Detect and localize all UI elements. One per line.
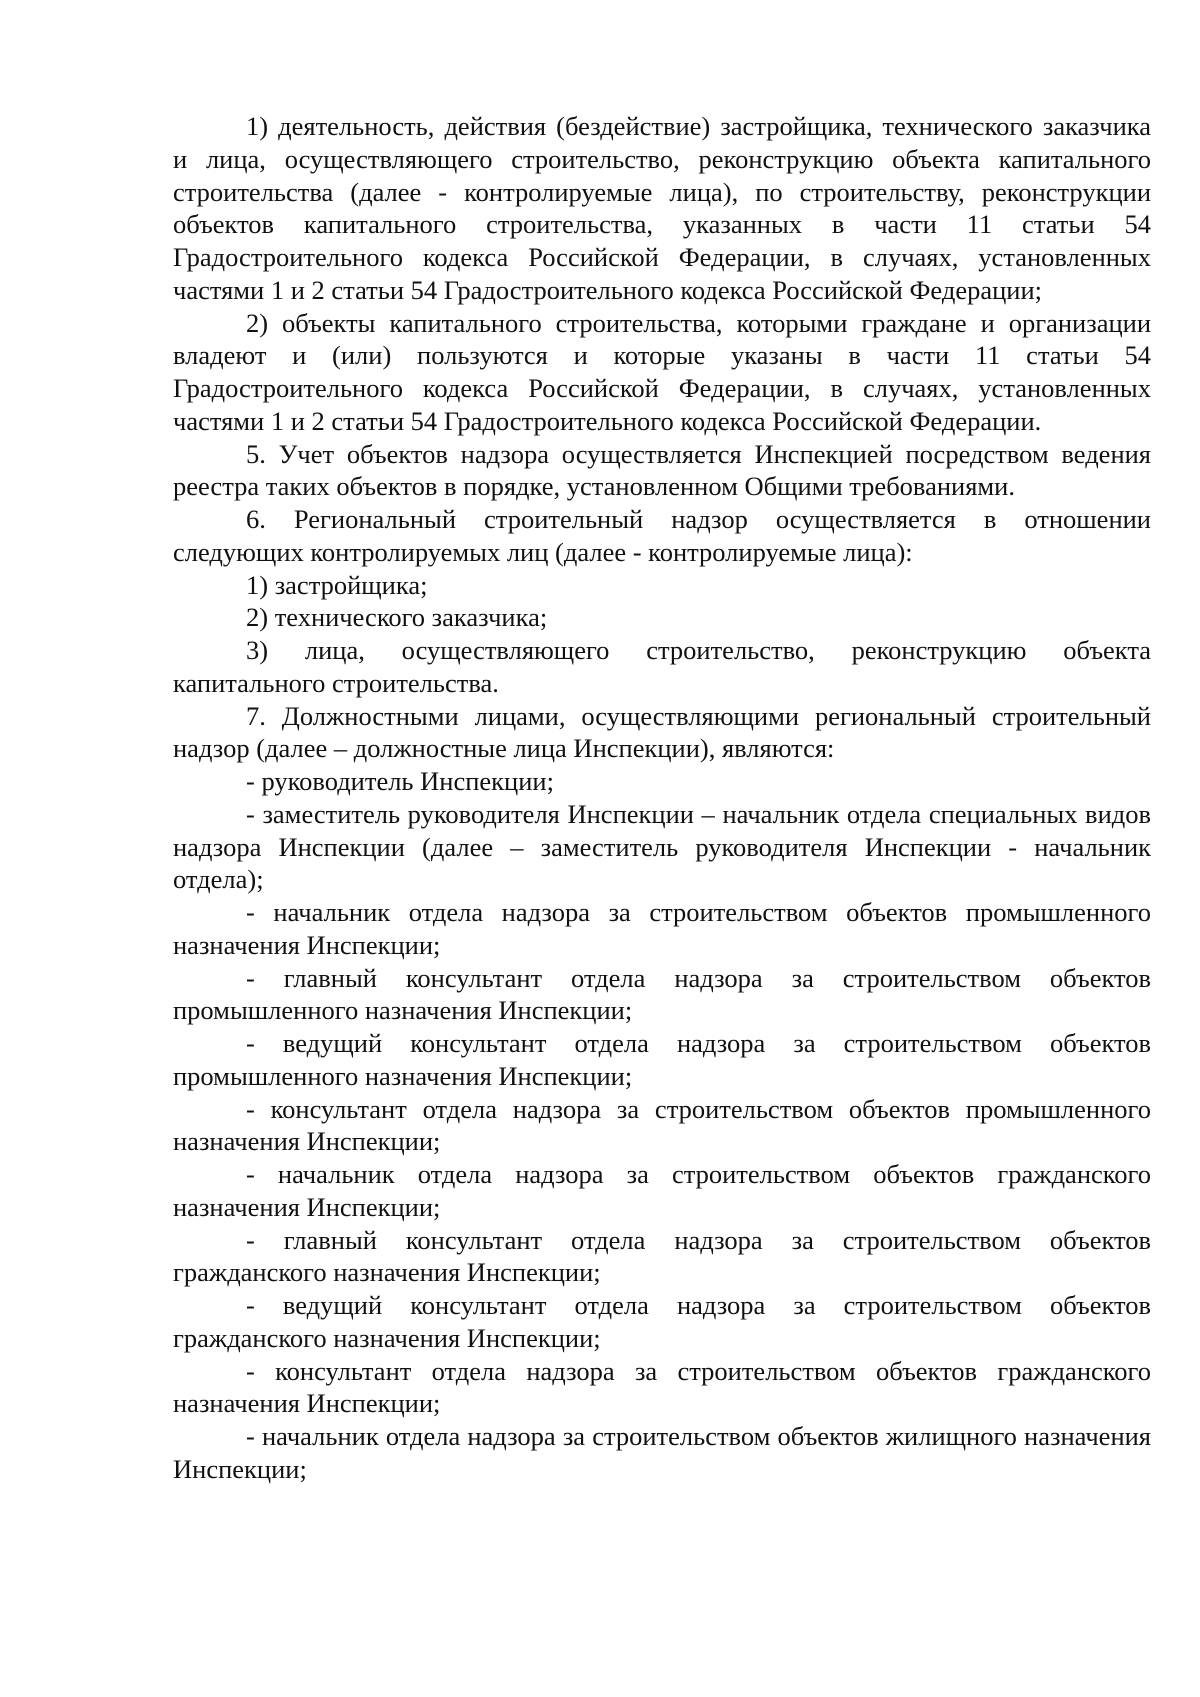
- paragraph-6-item-3-builder: 3) лица, осуществляющего строительство, реконструкцию объекта капитального строительства.: [173, 635, 1151, 698]
- paragraph-5-accounting: 5. Учет объектов надзора осуществляется Инспекцией посредством ведения реестра таких объектов в порядке, установленном Общими требованиями.: [173, 438, 1151, 502]
- paragraph-7-officials: 7. Должностными лицами, осуществляющими региональный строительный надзор (далее – должностные лица Инспекции), являются:: [173, 700, 1151, 764]
- official-list-item: - ведущий консультант отдела надзора за строительством объектов промышленного назначения Инспекции;: [173, 1028, 1151, 1091]
- official-list-item: - заместитель руководителя Инспекции – начальник отдела специальных видов надзора Инспекции (далее – заместитель руководителя Инспекции - начальник отдела);: [173, 798, 1151, 895]
- official-list-item: - начальник отдела надзора за строительством объектов промышленного назначения Инспекции;: [173, 897, 1151, 960]
- official-list-item: - главный консультант отдела надзора за строительством объектов промышленного назначения Инспекции;: [173, 962, 1151, 1026]
- paragraph-item-2-objects: 2) объекты капитального строительства, которыми граждане и организации владеют и (или) пользуются и которые указаны в части 11 статьи 54 Градостроительного кодекса Российской Федерации, в случаях, установленных частями 1 и 2 статьи 54 Градостроительного кодекса Российской Федерации.: [173, 307, 1151, 436]
- official-list-item: - ведущий консультант отдела надзора за строительством объектов гражданского назначения Инспекции;: [173, 1290, 1151, 1353]
- official-list-item: - начальник отдела надзора за строительством объектов гражданского назначения Инспекции;: [173, 1159, 1151, 1222]
- official-list-item: - консультант отдела надзора за строительством объектов гражданского назначения Инспекции;: [173, 1355, 1151, 1419]
- official-list-item: - руководитель Инспекции;: [246, 766, 554, 796]
- official-list-item: - главный консультант отдела надзора за строительством объектов гражданского назначения Инспекции;: [173, 1224, 1151, 1288]
- paragraph-6-item-2-technical-customer: 2) технического заказчика;: [246, 602, 548, 633]
- paragraph-6-controlled-persons: 6. Региональный строительный надзор осуществляется в отношении следующих контролируемых лиц (далее - контролируемые лица):: [173, 504, 1151, 567]
- document-page: [173, 110, 1151, 1486]
- official-list-item: - начальник отдела надзора за строительством объектов жилищного назначения Инспекции;: [173, 1421, 1151, 1484]
- paragraph-6-item-1-developer: 1) застройщика;: [246, 569, 428, 600]
- official-list-item: - консультант отдела надзора за строительством объектов промышленного назначения Инспекции;: [173, 1093, 1151, 1157]
- paragraph-item-1-activity: 1) деятельность, действия (бездействие) застройщика, технического заказчика и лица, осуществляющего строительство, реконструкцию объекта капитального строительства (далее - контролируемые лица), по строительству, реконструкции объектов капитального строительства, указанных в части 11 статьи 54 Градостроительного кодекса Российской Федерации, в случаях, установленных частями 1 и 2 статьи 54 Градостроительного кодекса Российской Федерации;: [173, 111, 1151, 305]
